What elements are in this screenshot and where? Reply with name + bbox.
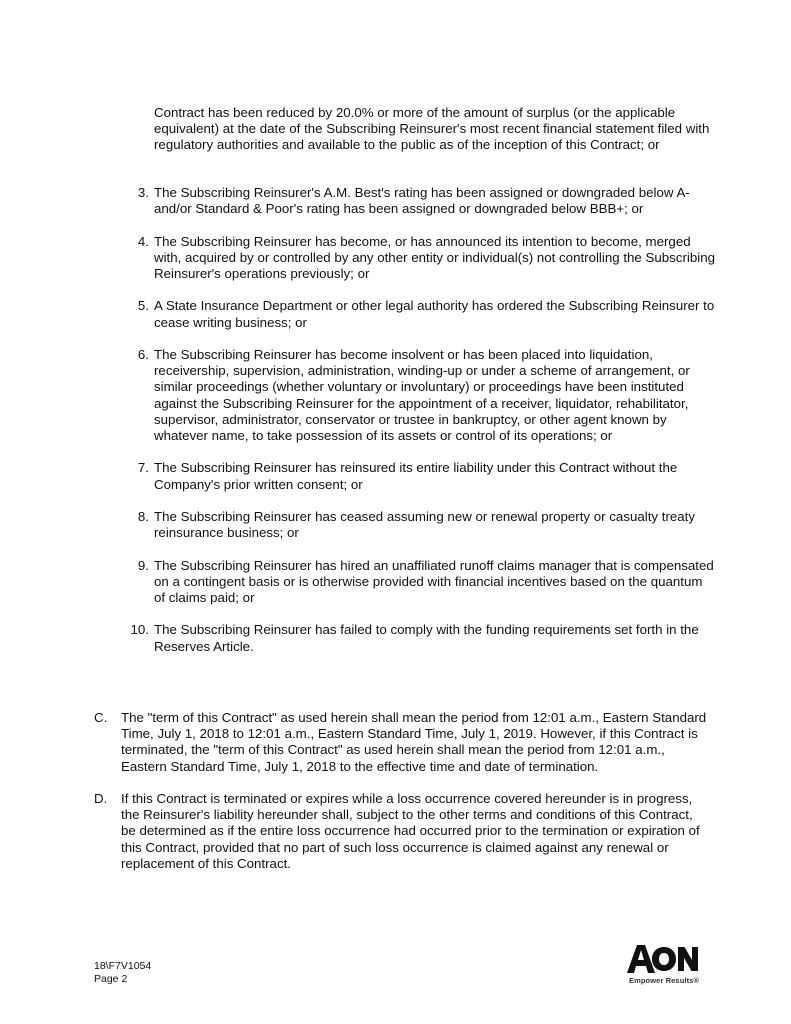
- item-number: 7.: [137, 460, 149, 476]
- item-number: 9.: [137, 557, 149, 573]
- page-footer: [94, 960, 151, 985]
- list-item: [110, 347, 715, 444]
- list-item: [110, 509, 715, 541]
- logo-tagline: Empower Results®: [629, 976, 700, 985]
- section-item: [94, 710, 709, 775]
- item-text: The Subscribing Reinsurer has hired an unaffiliated runoff claims manager that is compensated on a contingent basis or is otherwise provided with financial incentives based on the quantum of claims paid; or: [154, 557, 714, 605]
- lead-paragraph: Contract has been reduced by 20.0% or more of the amount of surplus (or the applicable equivalent) at the date of the Subscribing Reinsurer's most recent financial statement filed with regulatory authorities and available to the public as of the inception of this Contract; or: [154, 105, 710, 153]
- aon-logo: [626, 941, 700, 989]
- section-letter: C.: [94, 710, 108, 725]
- item-text: The Subscribing Reinsurer has become insolvent or has been placed into liquidation, receivership, supervision, administration, winding-up or under a scheme of arrangement, or similar proceedings (whether voluntary or involuntary) or proceedings have been instituted against the Subscribing Reinsurer for the appointment of a receiver, liquidator, rehabilitator, supervisor, administrator, conservator or trustee in bankruptcy, or other agent known by whatever name, to take possession of its assets or control of its operations; or: [154, 346, 690, 443]
- item-number: 4.: [137, 233, 149, 249]
- section-letter: D.: [94, 791, 108, 806]
- numbered-list: [110, 185, 715, 671]
- document-code: 18\F7V1054: [94, 960, 152, 972]
- page-number: Page 2: [94, 972, 128, 985]
- item-text: The Subscribing Reinsurer has ceased assuming new or renewal property or casualty treaty reinsurance business; or: [154, 508, 696, 541]
- section-item: [94, 791, 709, 872]
- list-item: [110, 298, 715, 330]
- aon-wordmark-icon: [626, 941, 700, 975]
- section-text: If this Contract is terminated or expires while a loss occurrence covered hereunder is in progress, the Reinsurer's liability hereunder shall, subject to the other terms and conditions of this Contract, be determined as if the entire loss occurrence had occurred prior to the termination or expiration of this Contract, provided that no part of such loss occurrence is claimed against any renewal or replacement of this Contract.: [121, 791, 700, 871]
- list-item: [110, 558, 715, 607]
- list-item: [110, 185, 715, 217]
- lettered-sections: [94, 710, 709, 888]
- item-number: 8.: [137, 508, 149, 524]
- item-text: The Subscribing Reinsurer's A.M. Best's rating has been assigned or downgraded below A- and/or Standard & Poor's rating has been assigned or downgraded below BBB+; or: [154, 185, 690, 217]
- list-item: [110, 234, 715, 283]
- item-text: The Subscribing Reinsurer has failed to comply with the funding requirements set forth in the Reserves Article.: [154, 622, 699, 654]
- section-text: The "term of this Contract" as used herein shall mean the period from 12:01 a.m., Eastern Standard Time, July 1, 2018 to 12:01 a.m., Eastern Standard Time, July 1, 2019. However, if this Contract is terminated, the "term of this Contract" as used herein shall mean the period from 12:01 a.m., Eastern Standard Time, July 1, 2018 to the effective time and date of termination.: [121, 710, 707, 774]
- item-number: 5.: [137, 298, 149, 314]
- item-number: 6.: [137, 346, 149, 362]
- item-number: 3.: [137, 185, 149, 200]
- item-number: 10.: [130, 622, 149, 638]
- item-text: A State Insurance Department or other legal authority has ordered the Subscribing Reinsurer to cease writing business; or: [154, 298, 715, 330]
- item-text: The Subscribing Reinsurer has reinsured its entire liability under this Contract without the Company's prior written consent; or: [154, 460, 678, 492]
- list-item: [110, 622, 715, 654]
- list-item: [110, 460, 715, 492]
- item-text: The Subscribing Reinsurer has become, or has announced its intention to become, merged with, acquired by or controlled by any other entity or individual(s) not controlling the Subscribing Reinsurer's operations previously; or: [154, 233, 715, 281]
